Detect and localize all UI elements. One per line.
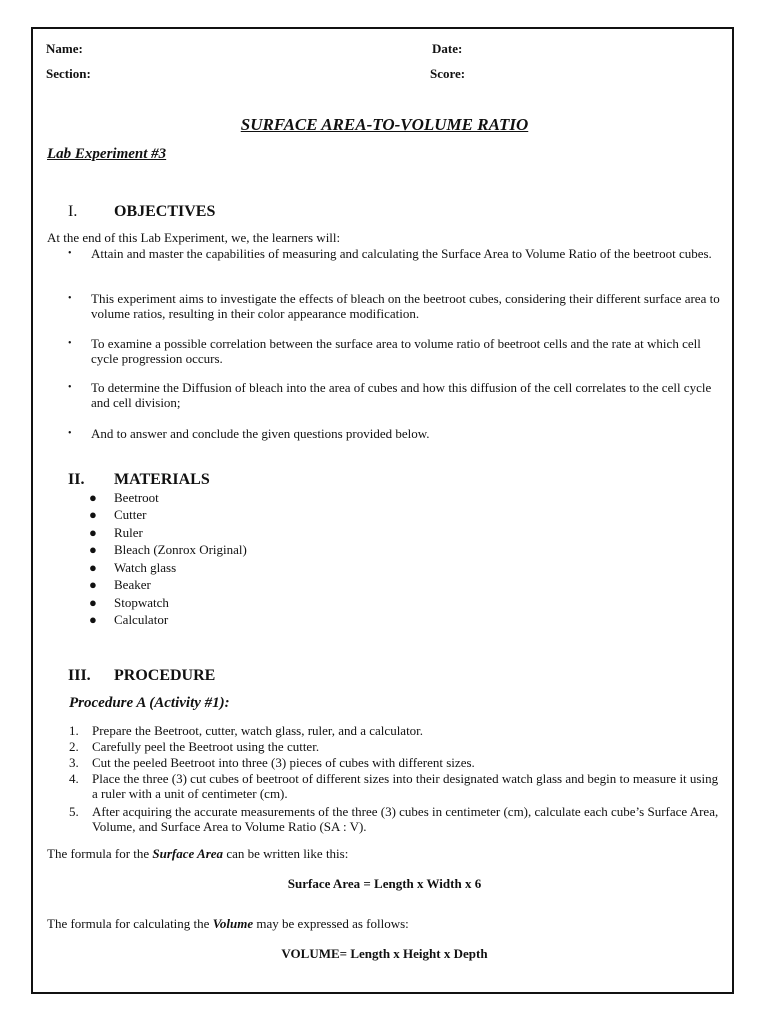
objective-item	[68, 426, 728, 442]
procedure-heading: PROCEDURE	[114, 667, 216, 684]
volume-intro: The formula for calculating the Volume may be expressed as follows:	[47, 916, 409, 931]
objective-text: Attain and master the capabilities of measuring and calculating the Surface Area to Volume Ratio of the beetroot cubes.	[91, 246, 712, 261]
step-number: 1.	[69, 723, 79, 738]
objective-text: And to answer and conclude the given questions provided below.	[91, 426, 430, 441]
bullet-icon: •	[68, 293, 72, 304]
bullet-icon: ●	[89, 507, 97, 522]
surface-area-intro: The formula for the Surface Area can be written like this:	[47, 846, 349, 861]
lab-experiment-heading: Lab Experiment #3	[47, 146, 167, 162]
step-number: 2.	[69, 739, 79, 754]
objectives-intro: At the end of this Lab Experiment, we, the learners will:	[47, 230, 341, 245]
name-label: Name:	[46, 41, 83, 56]
date-label: Date:	[432, 41, 463, 56]
procedure-number: III.	[68, 667, 91, 684]
objective-text: This experiment aims to investigate the effects of bleach on the beetroot cubes, considering their different surface area to volume ratios, resulting in their color appearance modification.	[91, 291, 720, 321]
objective-item	[68, 336, 728, 368]
procedure-step	[69, 723, 729, 739]
step-number: 3.	[69, 755, 79, 770]
bullet-icon: ●	[89, 612, 97, 627]
procedure-step	[69, 755, 729, 771]
objective-item	[68, 291, 728, 323]
step-text: Carefully peel the Beetroot using the cutter.	[92, 739, 320, 754]
objective-text: To determine the Diffusion of bleach into the area of cubes and how this diffusion of the cell correlates to the cell cycle and cell division;	[91, 380, 712, 410]
objectives-number: I.	[68, 203, 78, 220]
step-number: 4.	[69, 771, 79, 786]
objective-item	[68, 380, 728, 412]
procedure-step	[69, 739, 729, 755]
bullet-icon: ●	[89, 490, 97, 505]
bullet-icon: ●	[89, 542, 97, 557]
procedure-step	[69, 771, 729, 803]
bullet-icon: ●	[89, 525, 97, 540]
bullet-icon: •	[68, 338, 72, 349]
step-text: Cut the peeled Beetroot into three (3) pieces of cubes with different sizes.	[92, 755, 475, 770]
volume-term: Volume	[212, 916, 254, 931]
score-label: Score:	[430, 66, 466, 81]
materials-heading: MATERIALS	[114, 471, 210, 488]
document-title: SURFACE AREA-TO-VOLUME RATIO	[240, 115, 529, 134]
objectives-heading: OBJECTIVES	[114, 203, 216, 220]
bullet-icon: •	[68, 382, 72, 393]
section-label: Section:	[46, 66, 91, 81]
step-text: Prepare the Beetroot, cutter, watch glass, ruler, and a calculator.	[92, 723, 424, 738]
bullet-icon: •	[68, 248, 72, 259]
bullet-icon: •	[68, 428, 72, 439]
procedure-a-heading: Procedure A (Activity #1):	[69, 695, 230, 711]
objective-text: To examine a possible correlation between the surface area to volume ratio of beetroot cells and the rate at which cell cycle progression occurs.	[91, 336, 701, 366]
step-text: Place the three (3) cut cubes of beetroot of different sizes into their designated watch glass and begin to measure it using a ruler with a unit of centimeter (cm).	[92, 771, 719, 801]
step-text: After acquiring the accurate measurements of the three (3) cubes in centimeter (cm), calculate each cube’s Surface Area, Volume, and Surface Area to Volume Ratio (SA : V).	[92, 804, 719, 834]
procedure-step	[69, 804, 729, 836]
document-page: Name: Date: Section: Score: SURFACE AREA-TO-VOLUME RATIO Lab Experiment #3 I. OBJECTIVES At the end of this Lab Experiment, we, the learners will: • Attain and master the capabilities of measuring and calculating the Surface Area to Volume Ratio of the beetroot cubes. • This experiment aims to investigate the effects of bleach on the beetroot cubes, considering their different surface area to volume ratios, resulting in their color appearance modification. • To examine a possible correlation between the surface area to volume ratio of beetroot cells and the rate at which cell cycle progression occurs. • To determine the Diffusion of bleach into the area of cubes and how this diffusion of the cell correlates to the cell cycle and cell division; • And to answer and conclude the given questions provided below. II. MATERIALS ● Beetroot ● Cutter ● Ruler ● Bleach (Zonrox Original) ● Watch glass ● Beaker ● Stopwatch ● Calculator III. PROCEDURE Procedure A (Activity #1): 1. Prepare the Beetroot, cutter, watch glass, ruler, and a calculator. 2. Carefully peel the Beetroot using the cutter. 3. Cut the peeled Beetroot into three (3) pieces of cubes with different sizes. 4. Place the three (3) cut cubes of beetroot of different sizes into their designated watch glass and begin to measure it using a ruler with a unit of centimeter (cm). 5. After acquiring the accurate measurements of the three (3) cubes in centimeter (cm), calculate each cube’s Surface Area, Volume, and Surface Area to Volume Ratio (SA : V). The formula for the Surface Area can be written like this: Surface Area = Length x Width x 6 The formula for calculating the Volume may be expressed as follows: VOLUME= Length x Height x Depth	[31, 27, 734, 994]
surface-area-formula: Surface Area = Length x Width x 6	[287, 876, 482, 891]
objective-item	[68, 246, 728, 278]
surface-area-term: Surface Area	[152, 846, 224, 861]
step-number: 5.	[69, 804, 79, 819]
bullet-icon: ●	[89, 560, 97, 575]
bullet-icon: ●	[89, 577, 97, 592]
bullet-icon: ●	[89, 595, 97, 610]
materials-number: II.	[68, 471, 85, 488]
volume-formula: VOLUME= Length x Height x Depth	[281, 946, 488, 961]
